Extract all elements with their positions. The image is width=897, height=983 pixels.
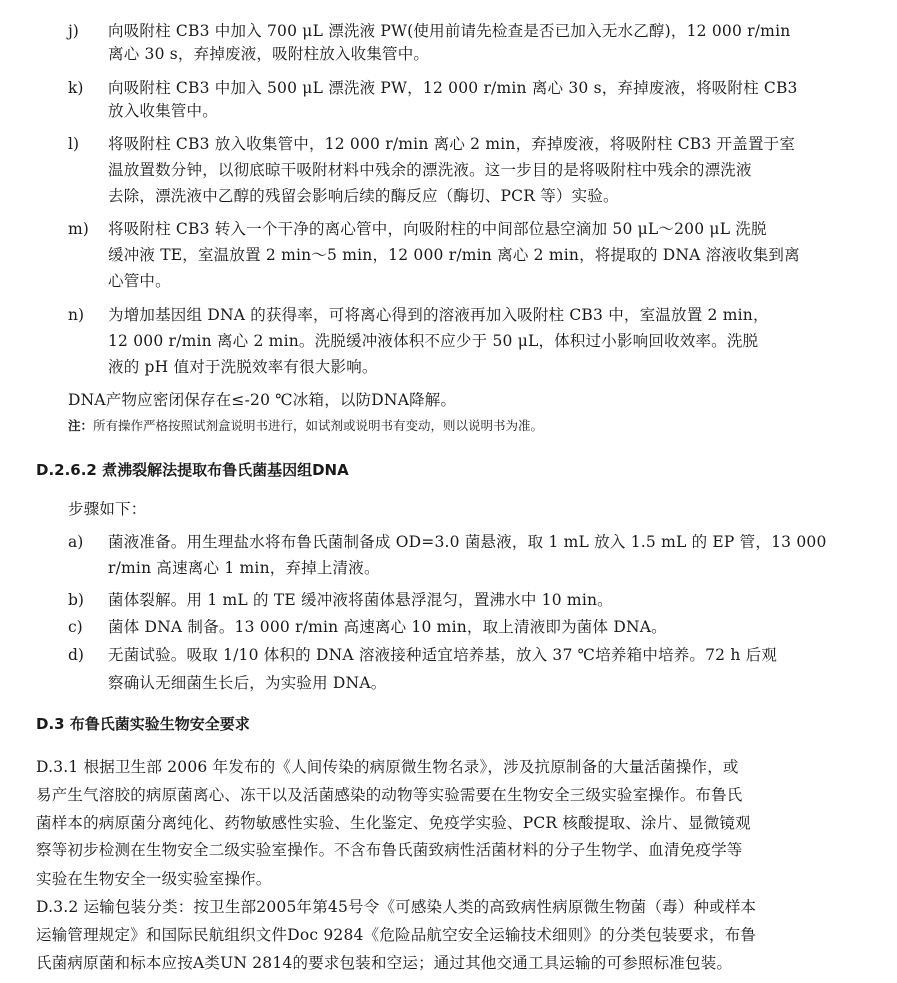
step-text-line: 12 000 r/min 离心 2 min。洗脱缓冲液体积不应少于 50 μL，体积过小影响回收效率。洗脱 (108, 332, 759, 350)
steps-intro: 步骤如下： (68, 500, 147, 518)
step-label: b) (68, 591, 84, 609)
step-label: l) (68, 135, 80, 153)
step-label: m) (68, 220, 89, 238)
paragraph-line: 易产生气溶胶的病原菌离心、冻干以及活菌感染的动物等实验需要在生物安全三级实验室操作。布鲁氏 (36, 786, 743, 804)
note-prefix: 注： (68, 418, 94, 433)
step-label: k) (68, 79, 84, 97)
paragraph-line: 菌样本的病原菌分离纯化、药物敏感性实验、生化鉴定、免疫学实验、PCR 核酸提取、涂片、显微镜观 (36, 814, 751, 832)
paragraph-line: 察等初步检测在生物安全二级实验室操作。不含布鲁氏菌致病性活菌材料的分子生物学、血清免疫学等 (36, 841, 743, 859)
step-label: d) (68, 646, 84, 664)
section-heading-d262: D.2.6.2 煮沸裂解法提取布鲁氏菌基因组DNA (36, 461, 349, 479)
step-label: a) (68, 533, 84, 551)
step-text-line: 放入收集管中。 (108, 102, 218, 120)
step-text-line: 向吸附柱 CB3 中加入 500 μL 漂洗液 PW，12 000 r/min 离心 30 s，弃掉废液，将吸附柱 CB3 (108, 79, 798, 97)
paragraph-line: D.3.1 根据卫生部 2006 年发布的《人间传染的病原微生物名录》，涉及抗原制备的大量活菌操作，或 (36, 758, 739, 776)
step-text-line: 液的 pH 值对于洗脱效率有很大影响。 (108, 358, 378, 376)
step-text-line: 为增加基因组 DNA 的获得率，可将离心得到的溶液再加入吸附柱 CB3 中，室温放置 2 min， (108, 306, 769, 324)
storage-line: DNA产物应密闭保存在≤-20 ℃冰箱，以防DNA降解。 (68, 391, 457, 409)
step-label: c) (68, 618, 83, 636)
step-label: n) (68, 306, 85, 324)
step-text-line: 去除，漂洗液中乙醇的残留会影响后续的酶反应（酶切、PCR 等）实验。 (108, 187, 619, 205)
step-text-line: 菌体裂解。用 1 mL 的 TE 缓冲液将菌体悬浮混匀，置沸水中 10 min。 (108, 591, 613, 609)
paragraph-line: 实验在生物安全一级实验室操作。 (36, 870, 272, 888)
paragraph-line: 氏菌病原菌和标本应按A类UN 2814的要求包装和空运；通过其他交通工具运输的可参照标准包装。 (36, 954, 733, 972)
step-text-line: 缓冲液 TE，室温放置 2 min～5 min，12 000 r/min 离心 2 min，将提取的 DNA 溶液收集到离 (108, 246, 800, 264)
step-text-line: 将吸附柱 CB3 放入收集管中，12 000 r/min 离心 2 min，弃掉废液，将吸附柱 CB3 开盖置于室 (108, 135, 796, 153)
section-heading-d3: D.3 布鲁氏菌实验生物安全要求 (36, 715, 250, 733)
note (68, 417, 543, 435)
step-text-line: 无菌试验。吸取 1/10 体积的 DNA 溶液接种适宜培养基，放入 37 ℃培养箱中培养。72 h 后观 (108, 646, 778, 664)
step-text-line: r/min 高速离心 1 min，弃掉上清液。 (108, 559, 380, 577)
step-text-line: 离心 30 s，弃掉废液，吸附柱放入收集管中。 (108, 45, 430, 63)
step-label: j) (68, 22, 79, 40)
paragraph-line: 运输管理规定》和国际民航组织文件Doc 9284《危险品航空安全运输技术细则》的分类包装要求，布鲁 (36, 926, 757, 944)
step-text-line: 心管中。 (108, 272, 171, 290)
paragraph-line: D.3.2 运输包装分类：按卫生部2005年第45号令《可感染人类的高致病性病原微生物菌（毒）种或样本 (36, 898, 757, 916)
step-text-line: 菌液准备。用生理盐水将布鲁氏菌制备成 OD=3.0 菌悬液，取 1 mL 放入 1.5 mL 的 EP 管，13 000 (108, 533, 827, 551)
step-text-line: 察确认无细菌生长后，为实验用 DNA。 (108, 674, 387, 692)
step-text-line: 菌体 DNA 制备。13 000 r/min 高速离心 10 min，取上清液即为菌体 DNA。 (108, 618, 667, 636)
step-text-line: 温放置数分钟，以彻底晾干吸附材料中残余的漂洗液。这一步目的是将吸附柱中残余的漂洗液 (108, 161, 752, 179)
note-text: 所有操作严格按照试剂盒说明书进行，如试剂或说明书有变动，则以说明书为准。 (93, 418, 544, 433)
step-text-line: 向吸附柱 CB3 中加入 700 μL 漂洗液 PW(使用前请先检查是否已加入无水乙醇)，12 000 r/min (108, 22, 791, 40)
step-text-line: 将吸附柱 CB3 转入一个干净的离心管中，向吸附柱的中间部位悬空滴加 50 μL～200 μL 洗脱 (108, 220, 767, 238)
